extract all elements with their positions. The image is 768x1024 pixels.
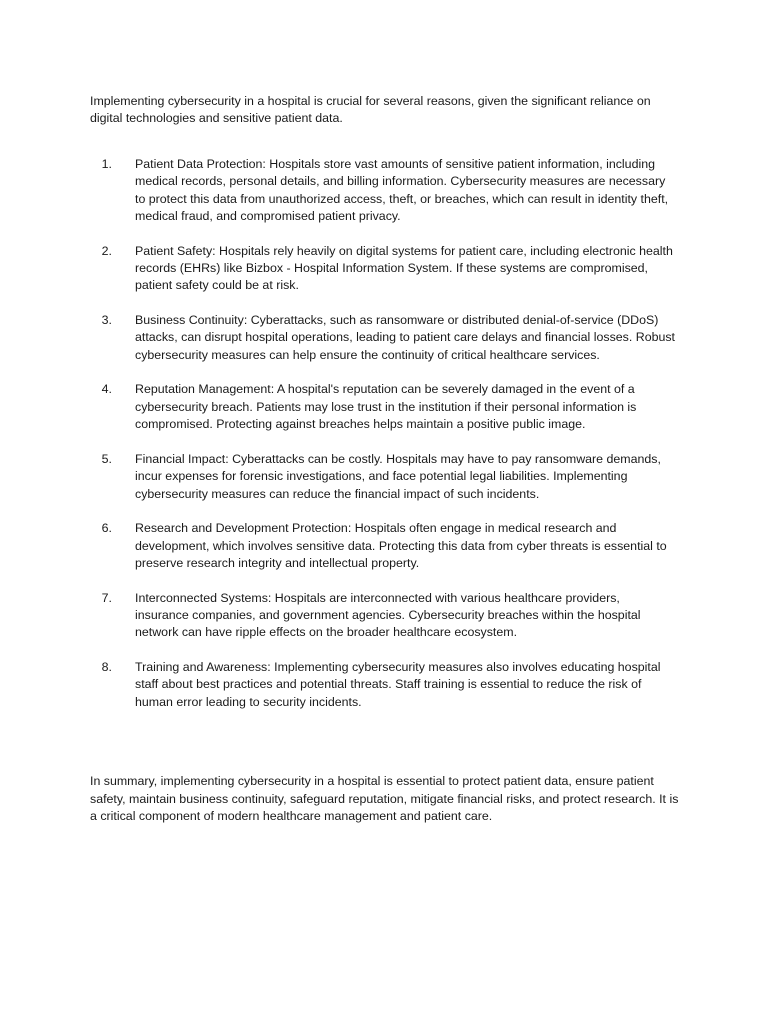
list-item-number: 6. bbox=[101, 521, 112, 536]
list-item-text: Patient Data Protection: Hospitals store vast amounts of sensitive patient information, including medical records, personal details, and billing information. Cybersecurity measures are necessary to protect this data from unauthorized access, theft, or breaches, which can result in identity theft, medical fraud, and compromised patient privacy. bbox=[135, 156, 669, 224]
list-item bbox=[90, 243, 690, 295]
list-item bbox=[90, 659, 690, 711]
list-item-number: 1. bbox=[101, 156, 112, 171]
list-item bbox=[90, 590, 690, 642]
list-item-number: 7. bbox=[101, 590, 112, 605]
summary-paragraph: In summary, implementing cybersecurity in a hospital is essential to protect patient data, ensure patient safety, maintain business continuity, safeguard reputation, mitigate financial risks, and protect research. It is a critical component of modern healthcare management and patient care. bbox=[90, 774, 679, 824]
intro-paragraph: Implementing cybersecurity in a hospital is crucial for several reasons, given the significant reliance on digital technologies and sensitive patient data. bbox=[90, 94, 651, 126]
reasons-list bbox=[90, 156, 690, 711]
list-item-number: 8. bbox=[101, 660, 112, 675]
list-item bbox=[90, 451, 690, 503]
list-item-text: Reputation Management: A hospital's reputation can be severely damaged in the event of a cybersecurity breach. Patients may lose trust in the institution if their personal information is compromised. Protecting against breaches helps maintain a positive public image. bbox=[135, 382, 637, 432]
list-item-number: 3. bbox=[101, 313, 112, 328]
list-item bbox=[90, 312, 690, 364]
list-item bbox=[90, 381, 690, 433]
list-item bbox=[90, 520, 690, 572]
list-item-number: 2. bbox=[101, 243, 112, 258]
list-item bbox=[90, 156, 690, 226]
list-item-number: 5. bbox=[101, 451, 112, 466]
list-item-text: Training and Awareness: Implementing cybersecurity measures also involves educating hospital staff about best practices and potential threats. Staff training is essential to reduce the risk of human error leading to security incidents. bbox=[135, 660, 661, 709]
list-item-text: Patient Safety: Hospitals rely heavily on digital systems for patient care, including electronic health records (EHRs) like Bizbox - Hospital Information System. If these systems are compromised, patient safety could be at risk. bbox=[135, 243, 673, 293]
list-item-text: Business Continuity: Cyberattacks, such as ransomware or distributed denial-of-service (DDoS) attacks, can disrupt hospital operations, leading to patient care delays and financial losses. Robust cybersecurity measures can help ensure the continuity of critical healthcare services. bbox=[135, 313, 676, 362]
list-item-number: 4. bbox=[101, 382, 112, 397]
list-item-text: Interconnected Systems: Hospitals are interconnected with various healthcare providers, insurance companies, and government agencies. Cybersecurity breaches within the hospital network can have ripple effects on the broader healthcare ecosystem. bbox=[135, 590, 641, 640]
list-item-text: Research and Development Protection: Hospitals often engage in medical research and development, which involves sensitive data. Protecting this data from cyber threats is essential to preserve research integrity and intellectual property. bbox=[135, 521, 667, 571]
document-page bbox=[90, 93, 690, 826]
list-item-text: Financial Impact: Cyberattacks can be costly. Hospitals may have to pay ransomware demands, incur expenses for forensic investigations, and face potential legal liabilities. Implementing cybersecurity measures can reduce the financial impact of such incidents. bbox=[135, 451, 661, 501]
